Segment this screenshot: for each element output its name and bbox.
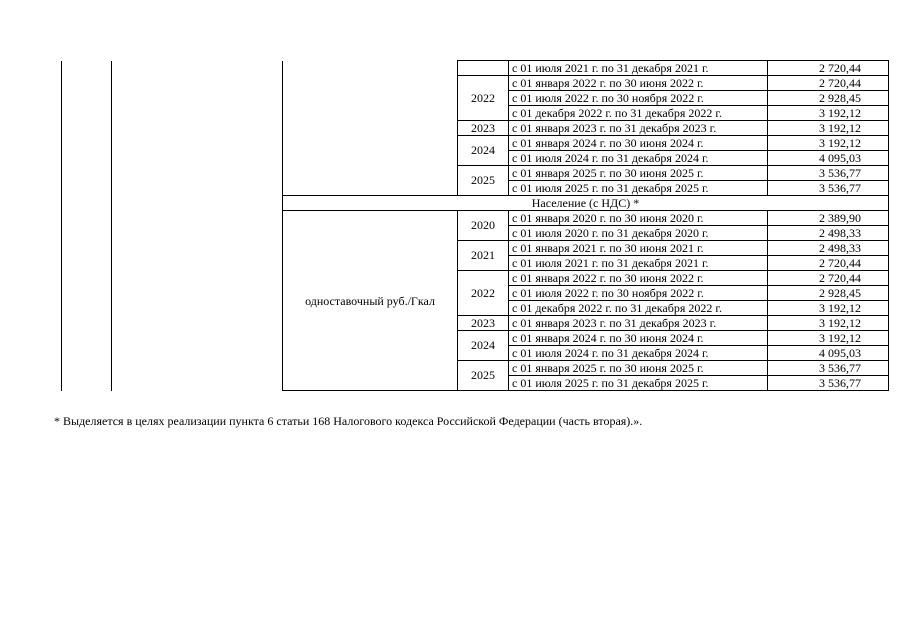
year-cell: 2025 <box>458 166 509 196</box>
value-cell: 3 536,77 <box>768 376 889 391</box>
year-cell: 2022 <box>458 76 509 121</box>
value-cell: 2 720,44 <box>768 61 889 76</box>
period-cell: с 01 января 2020 г. по 30 июня 2020 г. <box>509 211 768 226</box>
value-cell: 2 720,44 <box>768 76 889 91</box>
value-cell: 3 192,12 <box>768 316 889 331</box>
value-cell: 3 192,12 <box>768 121 889 136</box>
year-cell: 2024 <box>458 136 509 166</box>
tariff-table <box>61 60 889 391</box>
year-cell <box>458 61 509 76</box>
period-cell: с 01 июля 2025 г. по 31 декабря 2025 г. <box>509 376 768 391</box>
value-cell: 2 720,44 <box>768 271 889 286</box>
period-cell: с 01 января 2025 г. по 30 июня 2025 г. <box>509 166 768 181</box>
period-cell: с 01 января 2022 г. по 30 июня 2022 г. <box>509 271 768 286</box>
empty-cell-col2 <box>112 61 283 391</box>
value-cell: 3 192,12 <box>768 301 889 316</box>
value-cell: 3 192,12 <box>768 106 889 121</box>
value-cell: 2 720,44 <box>768 256 889 271</box>
period-cell: с 01 июля 2024 г. по 31 декабря 2024 г. <box>509 346 768 361</box>
year-cell: 2023 <box>458 121 509 136</box>
period-cell: с 01 июля 2020 г. по 31 декабря 2020 г. <box>509 226 768 241</box>
period-cell: с 01 декабря 2022 г. по 31 декабря 2022 г. <box>509 106 768 121</box>
year-cell: 2025 <box>458 361 509 391</box>
value-cell: 4 095,03 <box>768 346 889 361</box>
empty-cell-col3 <box>283 61 458 196</box>
period-cell: с 01 января 2024 г. по 30 июня 2024 г. <box>509 331 768 346</box>
value-cell: 3 536,77 <box>768 361 889 376</box>
year-cell: 2021 <box>458 241 509 271</box>
period-cell: с 01 июля 2025 г. по 31 декабря 2025 г. <box>509 181 768 196</box>
period-cell: с 01 января 2021 г. по 30 июня 2021 г. <box>509 241 768 256</box>
tariff-unit-cell: одноставочный руб./Гкал <box>283 211 458 391</box>
value-cell: 2 498,33 <box>768 226 889 241</box>
period-cell: с 01 января 2024 г. по 30 июня 2024 г. <box>509 136 768 151</box>
value-cell: 2 928,45 <box>768 286 889 301</box>
year-cell: 2020 <box>458 211 509 241</box>
value-cell: 2 389,90 <box>768 211 889 226</box>
period-cell: с 01 июля 2022 г. по 30 ноября 2022 г. <box>509 286 768 301</box>
period-cell: с 01 июля 2021 г. по 31 декабря 2021 г. <box>509 61 768 76</box>
period-cell: с 01 января 2025 г. по 30 июня 2025 г. <box>509 361 768 376</box>
value-cell: 3 192,12 <box>768 331 889 346</box>
period-cell: с 01 января 2023 г. по 31 декабря 2023 г. <box>509 121 768 136</box>
value-cell: 2 498,33 <box>768 241 889 256</box>
value-cell: 3 536,77 <box>768 181 889 196</box>
value-cell: 4 095,03 <box>768 151 889 166</box>
year-cell: 2022 <box>458 271 509 316</box>
year-cell: 2023 <box>458 316 509 331</box>
period-cell: с 01 декабря 2022 г. по 31 декабря 2022 г. <box>509 301 768 316</box>
value-cell: 2 928,45 <box>768 91 889 106</box>
period-cell: с 01 июля 2022 г. по 30 ноября 2022 г. <box>509 91 768 106</box>
period-cell: с 01 июля 2021 г. по 31 декабря 2021 г. <box>509 256 768 271</box>
period-cell: с 01 января 2022 г. по 30 июня 2022 г. <box>509 76 768 91</box>
group-header: Население (с НДС) * <box>283 196 889 211</box>
period-cell: с 01 июля 2024 г. по 31 декабря 2024 г. <box>509 151 768 166</box>
value-cell: 3 192,12 <box>768 136 889 151</box>
period-cell: с 01 января 2023 г. по 31 декабря 2023 г. <box>509 316 768 331</box>
table-row <box>62 61 889 76</box>
year-cell: 2024 <box>458 331 509 361</box>
footnote: * Выделяется в целях реализации пункта 6 статьи 168 Налогового кодекса Российской Федерации (часть вторая).». <box>54 414 643 428</box>
value-cell: 3 536,77 <box>768 166 889 181</box>
empty-cell-col1 <box>62 61 112 391</box>
